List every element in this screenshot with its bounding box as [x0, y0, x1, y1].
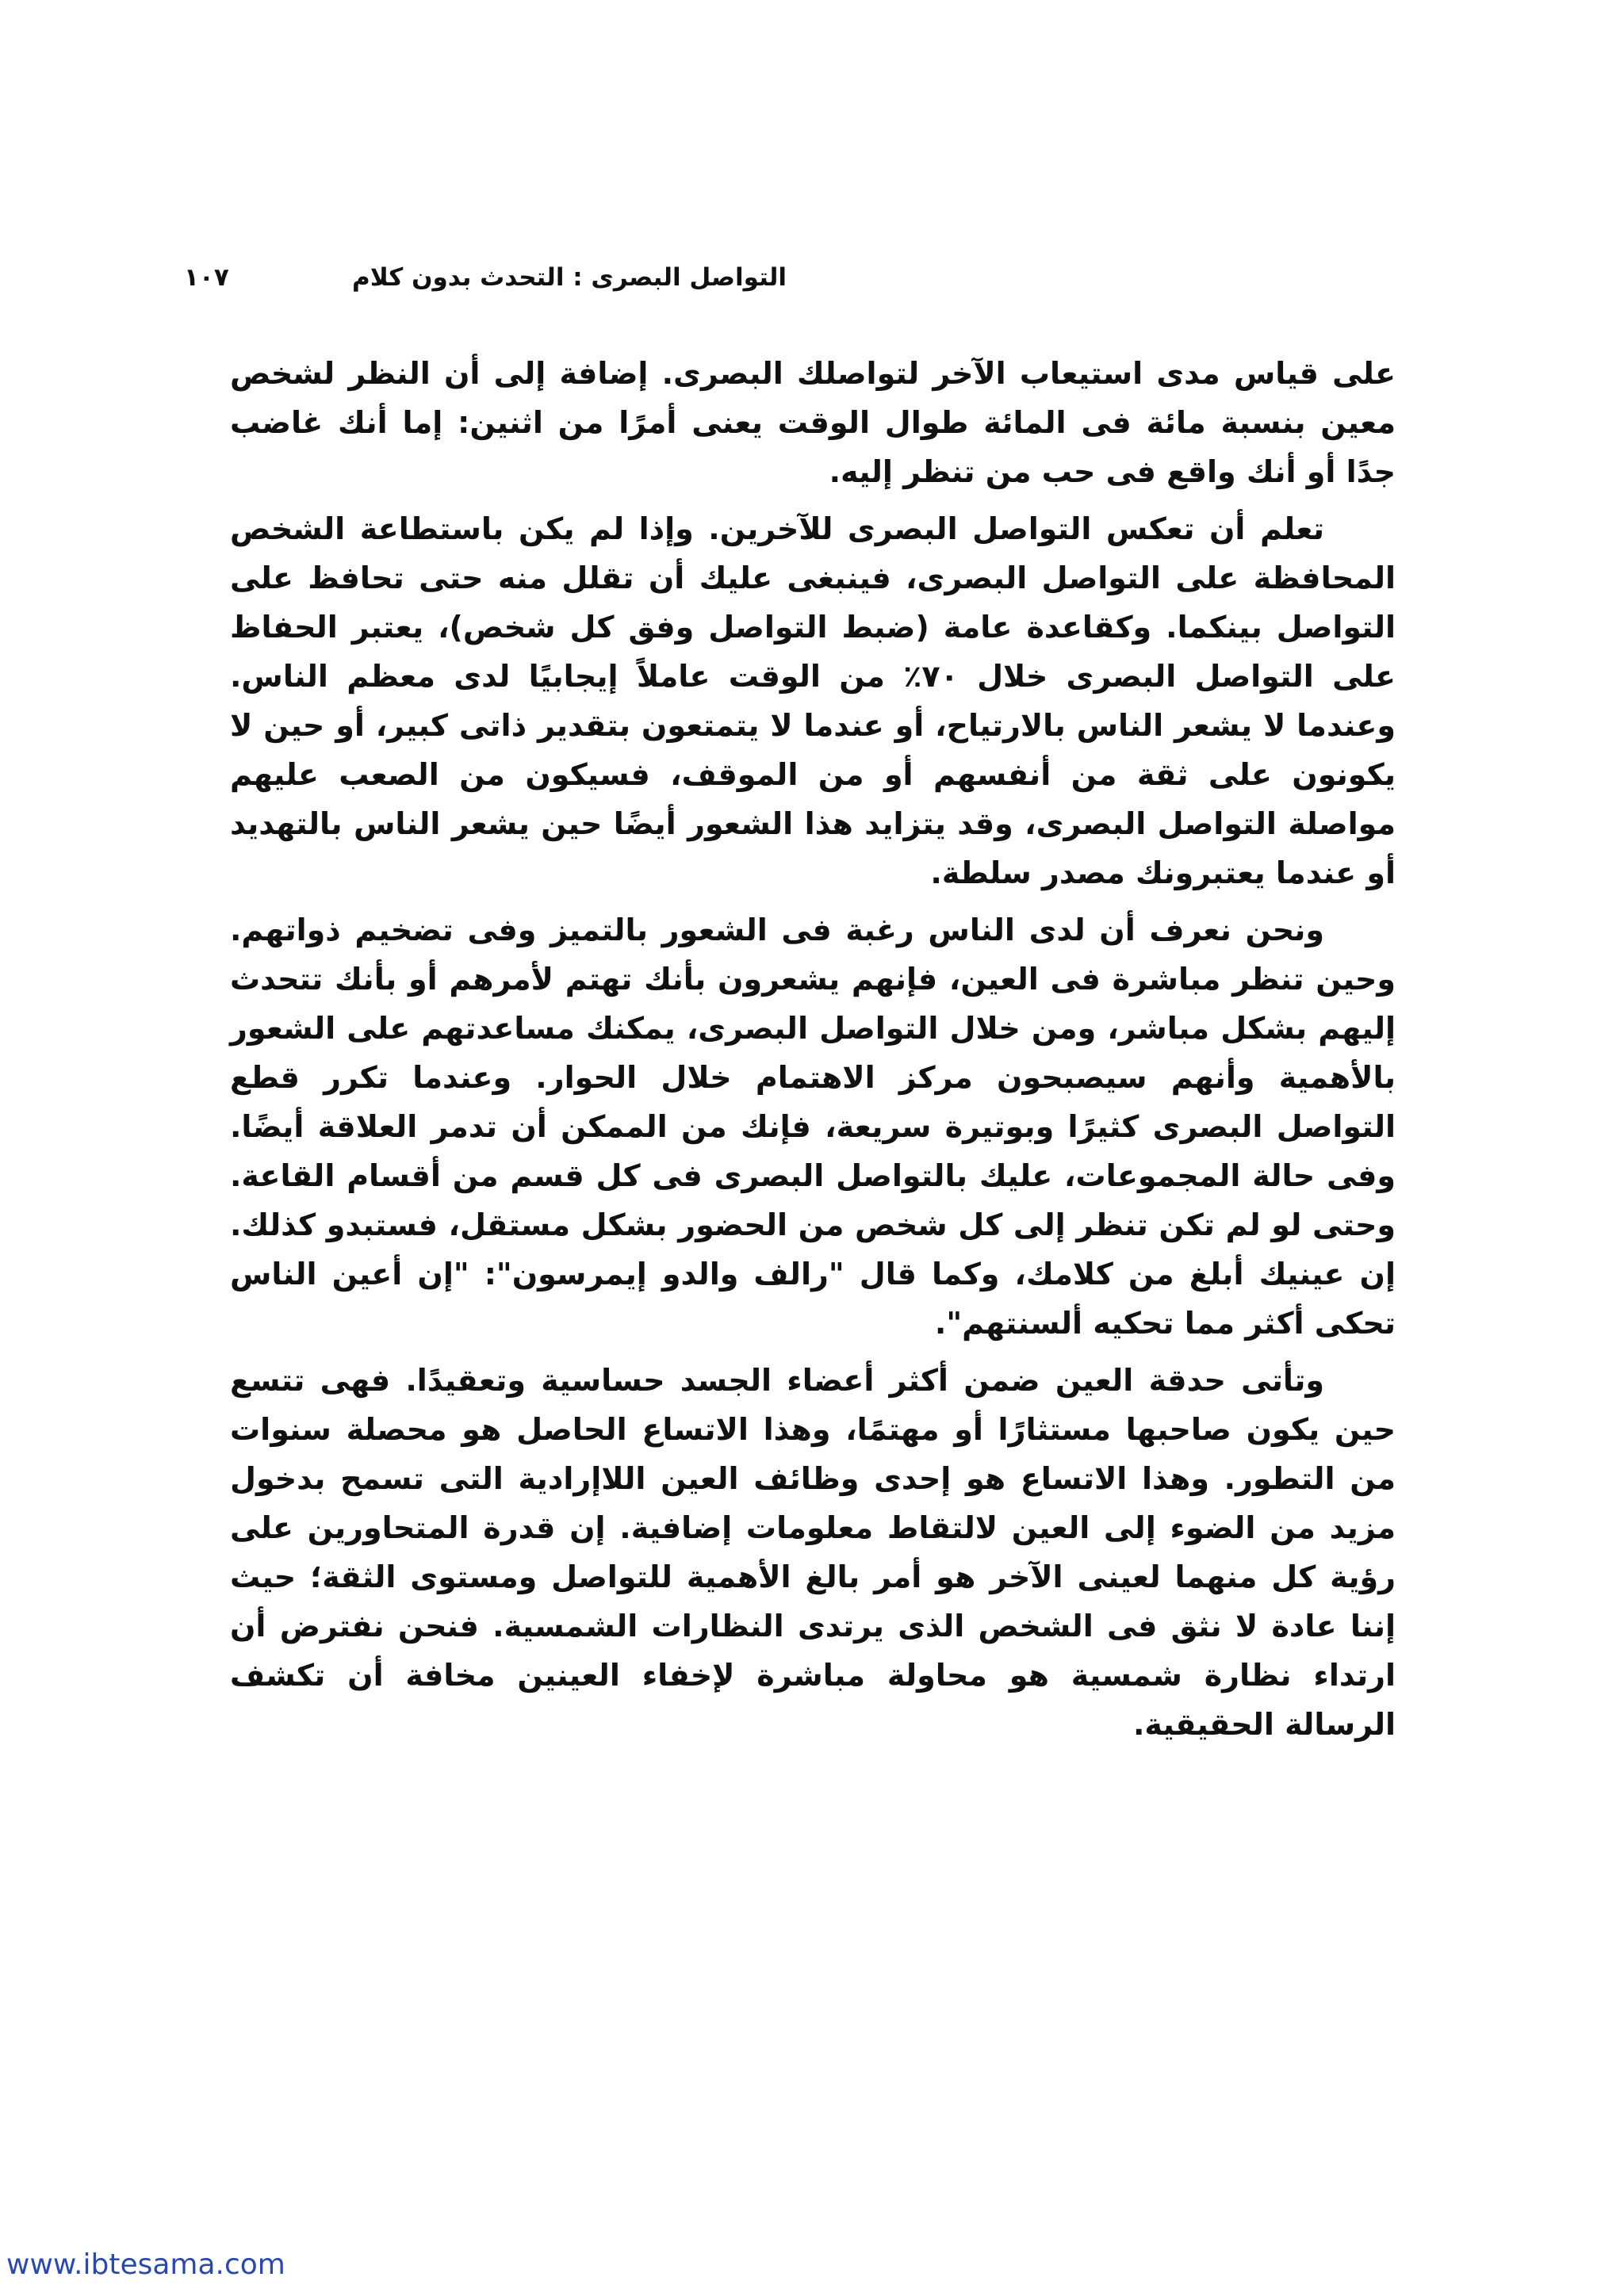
paragraph: ونحن نعرف أن لدى الناس رغبة فى الشعور بالتميز وفى تضخيم ذواتهم. وحين تنظر مباشرة فى العين، فإنهم يشعرون بأنك تهتم لأمرهم أو بأنك تتحدث إليهم بشكل مباشر، ومن خلال التواصل البصرى، يمكنك مساعدتهم على الشعور بالأهمية وأنهم سيصبحون مركز الاهتمام خلال الحوار. وعندما تكرر قطع التواصل البصرى كثيرًا وبوتيرة سريعة، فإنك من الممكن أن تدمر العلاقة أيضًا. وفى حالة المجموعات، عليك بالتواصل البصرى فى كل قسم من أقسام القاعة. وحتى لو لم تكن تنظر إلى كل شخص من الحضور بشكل مستقل، فستبدو كذلك. إن عينيك أبلغ من كلامك، وكما قال "رالف والدو إيمرسون": "إن أعين الناس تحكى أكثر مما تحكيه ألسنتهم". — [230, 913, 1396, 1341]
chapter-title: التواصل البصرى : التحدث بدون كلام — [351, 263, 787, 292]
page-number: ١٠٧ — [184, 263, 229, 292]
paragraph: على قياس مدى استيعاب الآخر لتواصلك البصرى. إضافة إلى أن النظر لشخص معين بنسبة مائة فى المائة طوال الوقت يعنى أمرًا من اثنين: إما أنك غاضب جدًا أو أنك واقع فى حب من تنظر إليه. — [230, 356, 1396, 489]
paragraph: وتأتى حدقة العين ضمن أكثر أعضاء الجسد حساسية وتعقيدًا. فهى تتسع حين يكون صاحبها مستثارًا أو مهتمًا، وهذا الاتساع الحاصل هو محصلة سنوات من التطور. وهذا الاتساع هو إحدى وظائف العين اللاإرادية التى تسمح بدخول مزيد من الضوء إلى العين لالتقاط معلومات إضافية. إن قدرة المتحاورين على رؤية كل منهما لعينى الآخر هو أمر بالغ الأهمية للتواصل ومستوى الثقة؛ حيث إننا عادة لا نثق فى الشخص الذى يرتدى النظارات الشمسية. فنحن نفترض أن ارتداء نظارة شمسية هو محاولة مباشرة لإخفاء العينين مخافة أن تكشف الرسالة الحقيقية. — [230, 1363, 1396, 1742]
body-text — [230, 349, 1396, 1757]
paragraph: تعلم أن تعكس التواصل البصرى للآخرين. وإذا لم يكن باستطاعة الشخص المحافظة على التواصل البصرى، فينبغى عليك أن تقلل منه حتى تحافظ على التواصل بينكما. وكقاعدة عامة (ضبط التواصل وفق كل شخص)، يعتبر الحفاظ على التواصل البصرى خلال ٧٠٪ من الوقت عاملاً إيجابيًا لدى معظم الناس. وعندما لا يشعر الناس بالارتياح، أو عندما لا يتمتعون بتقدير ذاتى كبير، أو حين لا يكونون على ثقة من أنفسهم أو من الموقف، فسيكون من الصعب عليهم مواصلة التواصل البصرى، وقد يتزايد هذا الشعور أيضًا حين يشعر الناس بالتهديد أو عندما يعتبرونك مصدر سلطة. — [230, 511, 1396, 890]
running-header — [184, 254, 787, 301]
footer-url: www.ibtesama.com — [6, 2248, 285, 2281]
